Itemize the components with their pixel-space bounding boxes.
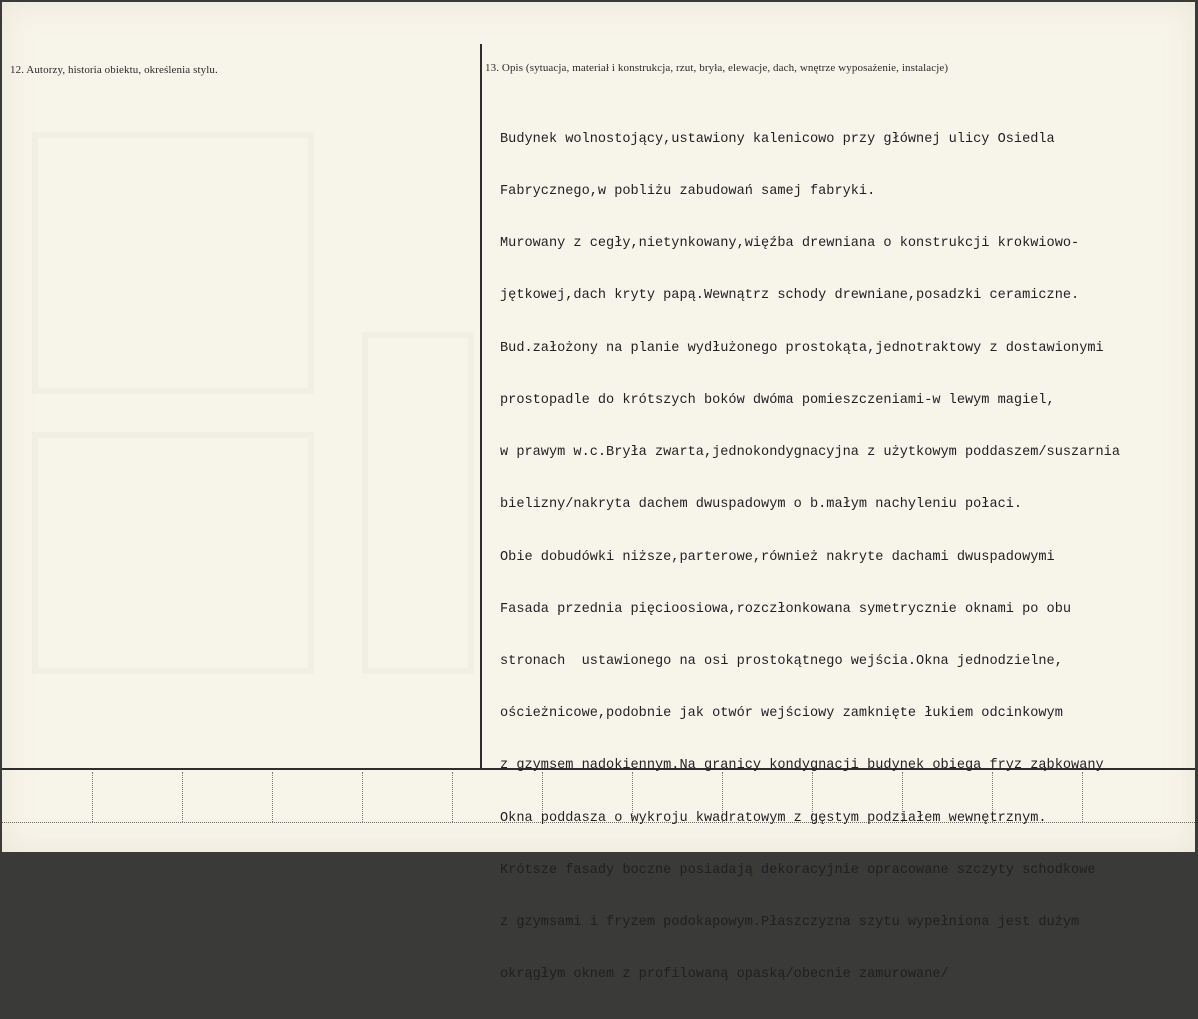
description-line: Krótsze fasady boczne posiadają dekoracyjnie opracowane szczyty schodkowe: [500, 862, 1096, 878]
grid-tick: [362, 772, 363, 822]
description-line: w prawym w.c.Bryła zwarta,jednokondygnacyjna z użytkowym poddaszem/suszarnia: [500, 445, 1120, 461]
description-line: stronach ustawionego na osi prostokątnego wejścia.Okna jednodzielne,: [500, 654, 1063, 669]
field-12-label: 12. Autorzy, historia obiektu, określenia stylu.: [10, 64, 218, 76]
description-text: [500, 96, 1120, 1019]
grid-tick: [182, 772, 183, 822]
description-line: ościeżnicowe,podobnie jak otwór wejściowy zamknięte łukiem odcinkowym: [500, 706, 1063, 722]
field-13-label: 13. Opis (sytuacja, materiał i konstrukcja, rzut, bryła, elewacje, dach, wnętrze wyposażenie, instalacje): [485, 62, 949, 74]
description-line: Fabrycznego,w pobliżu zabudowań samej fabryki.: [500, 184, 876, 200]
inventory-card: [2, 2, 1195, 983]
description-line: prostopadle do krótszych boków dwóma pomieszczeniami-w lewym magiel,: [500, 392, 1055, 408]
description-line: Okna poddasza o wykroju kwadratowym z gęstym podziałem wewnętrznym.: [500, 810, 1047, 826]
description-line: Budynek wolnostojący,ustawiony kalenicowo przy głównej ulicy Osiedla: [500, 131, 1055, 147]
column-divider: [480, 44, 482, 769]
show-through-mark: [32, 432, 314, 674]
description-line: Murowany z cegły,nietynkowany,więźba drewniana o konstrukcji krokwiowo-: [500, 236, 1080, 252]
grid-tick: [92, 772, 93, 822]
description-line: Bud.założony na planie wydłużonego prostokąta,jednotraktowy z dostawionymi: [500, 340, 1104, 356]
show-through-mark: [32, 132, 314, 394]
description-line: z gzymsami i fryzem podokapowym.Płaszczyzna szytu wypełniona jest dużym: [500, 915, 1080, 931]
grid-tick: [272, 772, 273, 822]
description-line: Fasada przednia pięcioosiowa,rozczłonkowana symetrycznie oknami po obu: [500, 601, 1072, 617]
grid-tick: [452, 772, 453, 822]
show-through-mark: [362, 332, 474, 674]
description-line: bielizny/nakryta dachem dwuspadowym o b.małym nachyleniu połaci.: [500, 497, 1023, 513]
description-line: z gzymsem nadokiennym.Na granicy kondygnacji budynek obiega fryz ząbkowany: [500, 758, 1104, 774]
description-line: Obie dobudówki niższe,parterowe,również nakryte dachami dwuspadowymi: [500, 549, 1055, 565]
description-line: jętkowej,dach kryty papą.Wewnątrz schody drewniane,posadzki ceramiczne.: [500, 288, 1080, 304]
description-line: okrągłym oknem z profilowaną opaską/obecnie zamurowane/: [500, 967, 949, 983]
